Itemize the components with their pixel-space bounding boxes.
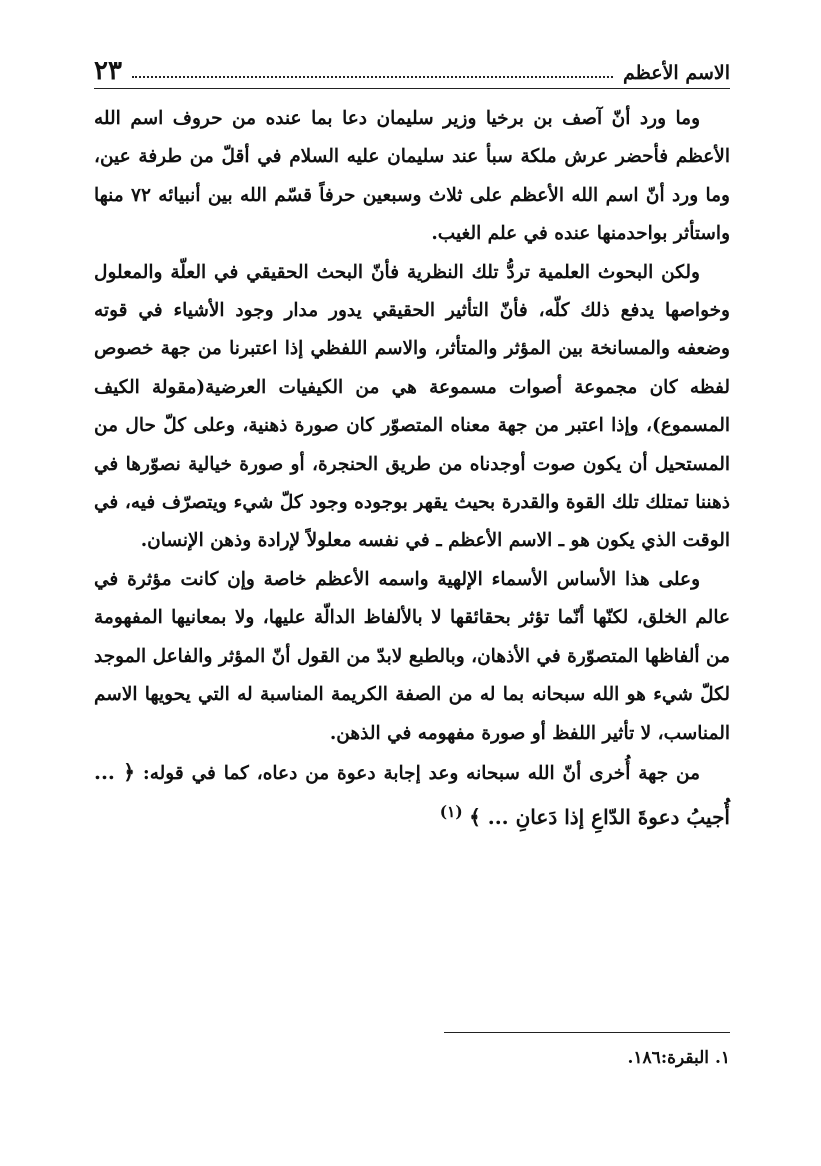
running-title: الاسم الأعظم — [623, 62, 730, 84]
paragraph: ولكن البحوث العلمية تردُّ تلك النظرية فأنّ البحث الحقيقي في العلّة والمعلول وخواصها يدفع ذلك كلّه، فأنّ التأثير الحقيقي يدور مدار وجود الأشياء في قوته وضعفه والمسانخة بين المؤثر والمتأثر، والاسم اللفظي إذا اعتبرنا من جهة خصوص لفظه كان مجموعة أصوات مسموعة هي من الكيفيات العرضية(مقولة الكيف المسموع)، وإذا اعتبر من جهة معناه المتصوّر كان صورة ذهنية، وعلى كلّ حال من المستحيل أن يكون صوت أوجدناه من طريق الحنجرة، أو صورة خيالية نصوّرها في ذهننا تمتلك تلك القوة والقدرة بحيث يقهر بوجوده وجود كلّ شيء ويتصرّف فيه، في الوقت الذي يكون هو ـ الاسم الأعظم ـ في نفسه معلولاً لإرادة وذهن الإنسان. — [94, 261, 730, 552]
header-rule — [94, 88, 730, 89]
paragraph-lead: من جهة أُخرى أنّ الله سبحانه وعد إجابة دعوة من دعاه، كما في قوله: — [142, 762, 700, 784]
footnote-reference[interactable]: (١) — [439, 803, 463, 822]
page-body — [94, 100, 730, 839]
paragraph: وعلى هذا الأساس الأسماء الإلهية واسمه الأعظم خاصة وإن كانت مؤثرة في عالم الخلق، لكنّها أنّما تؤثر بحقائقها لا بالألفاظ الدالّة عليها، ولا بمعانيها المفهومة من ألفاظها المتصوّرة في الأذهان، وبالطبع لابدّ من القول أنّ المؤثر والفاعل الموجد لكلّ شيء هو الله سبحانه بما له من الصفة الكريمة المناسبة له التي يحويها الاسم المناسب، لا تأثير اللفظ أو صورة مفهومه في الذهن. — [94, 568, 730, 744]
paragraph: وما ورد أنّ آصف بن برخيا وزير سليمان دعا بما عنده من حروف اسم الله الأعظم فأحضر عرش ملكة سبأ عند سليمان عليه السلام في أقلّ من طرفة عين، وما ورد أنّ اسم الله الأعظم على ثلاث وسبعين حرفاً قسّم الله بين أنبيائه ٧٢ منها واستأثر بواحدمنها عنده في علم الغيب. — [94, 108, 730, 245]
quran-quote: ﴿ ... أُجيبُ دعوةَ الدّاعِ إذا دَعانِ ... ﴾ — [94, 759, 730, 830]
header-dot-leader — [132, 76, 613, 78]
page-header — [94, 48, 730, 88]
paragraph — [94, 753, 730, 839]
page-number: ٢٣ — [94, 56, 122, 86]
footnote-rule — [444, 1032, 730, 1033]
footnote: ١. البقرة:١٨٦. — [627, 1048, 730, 1068]
